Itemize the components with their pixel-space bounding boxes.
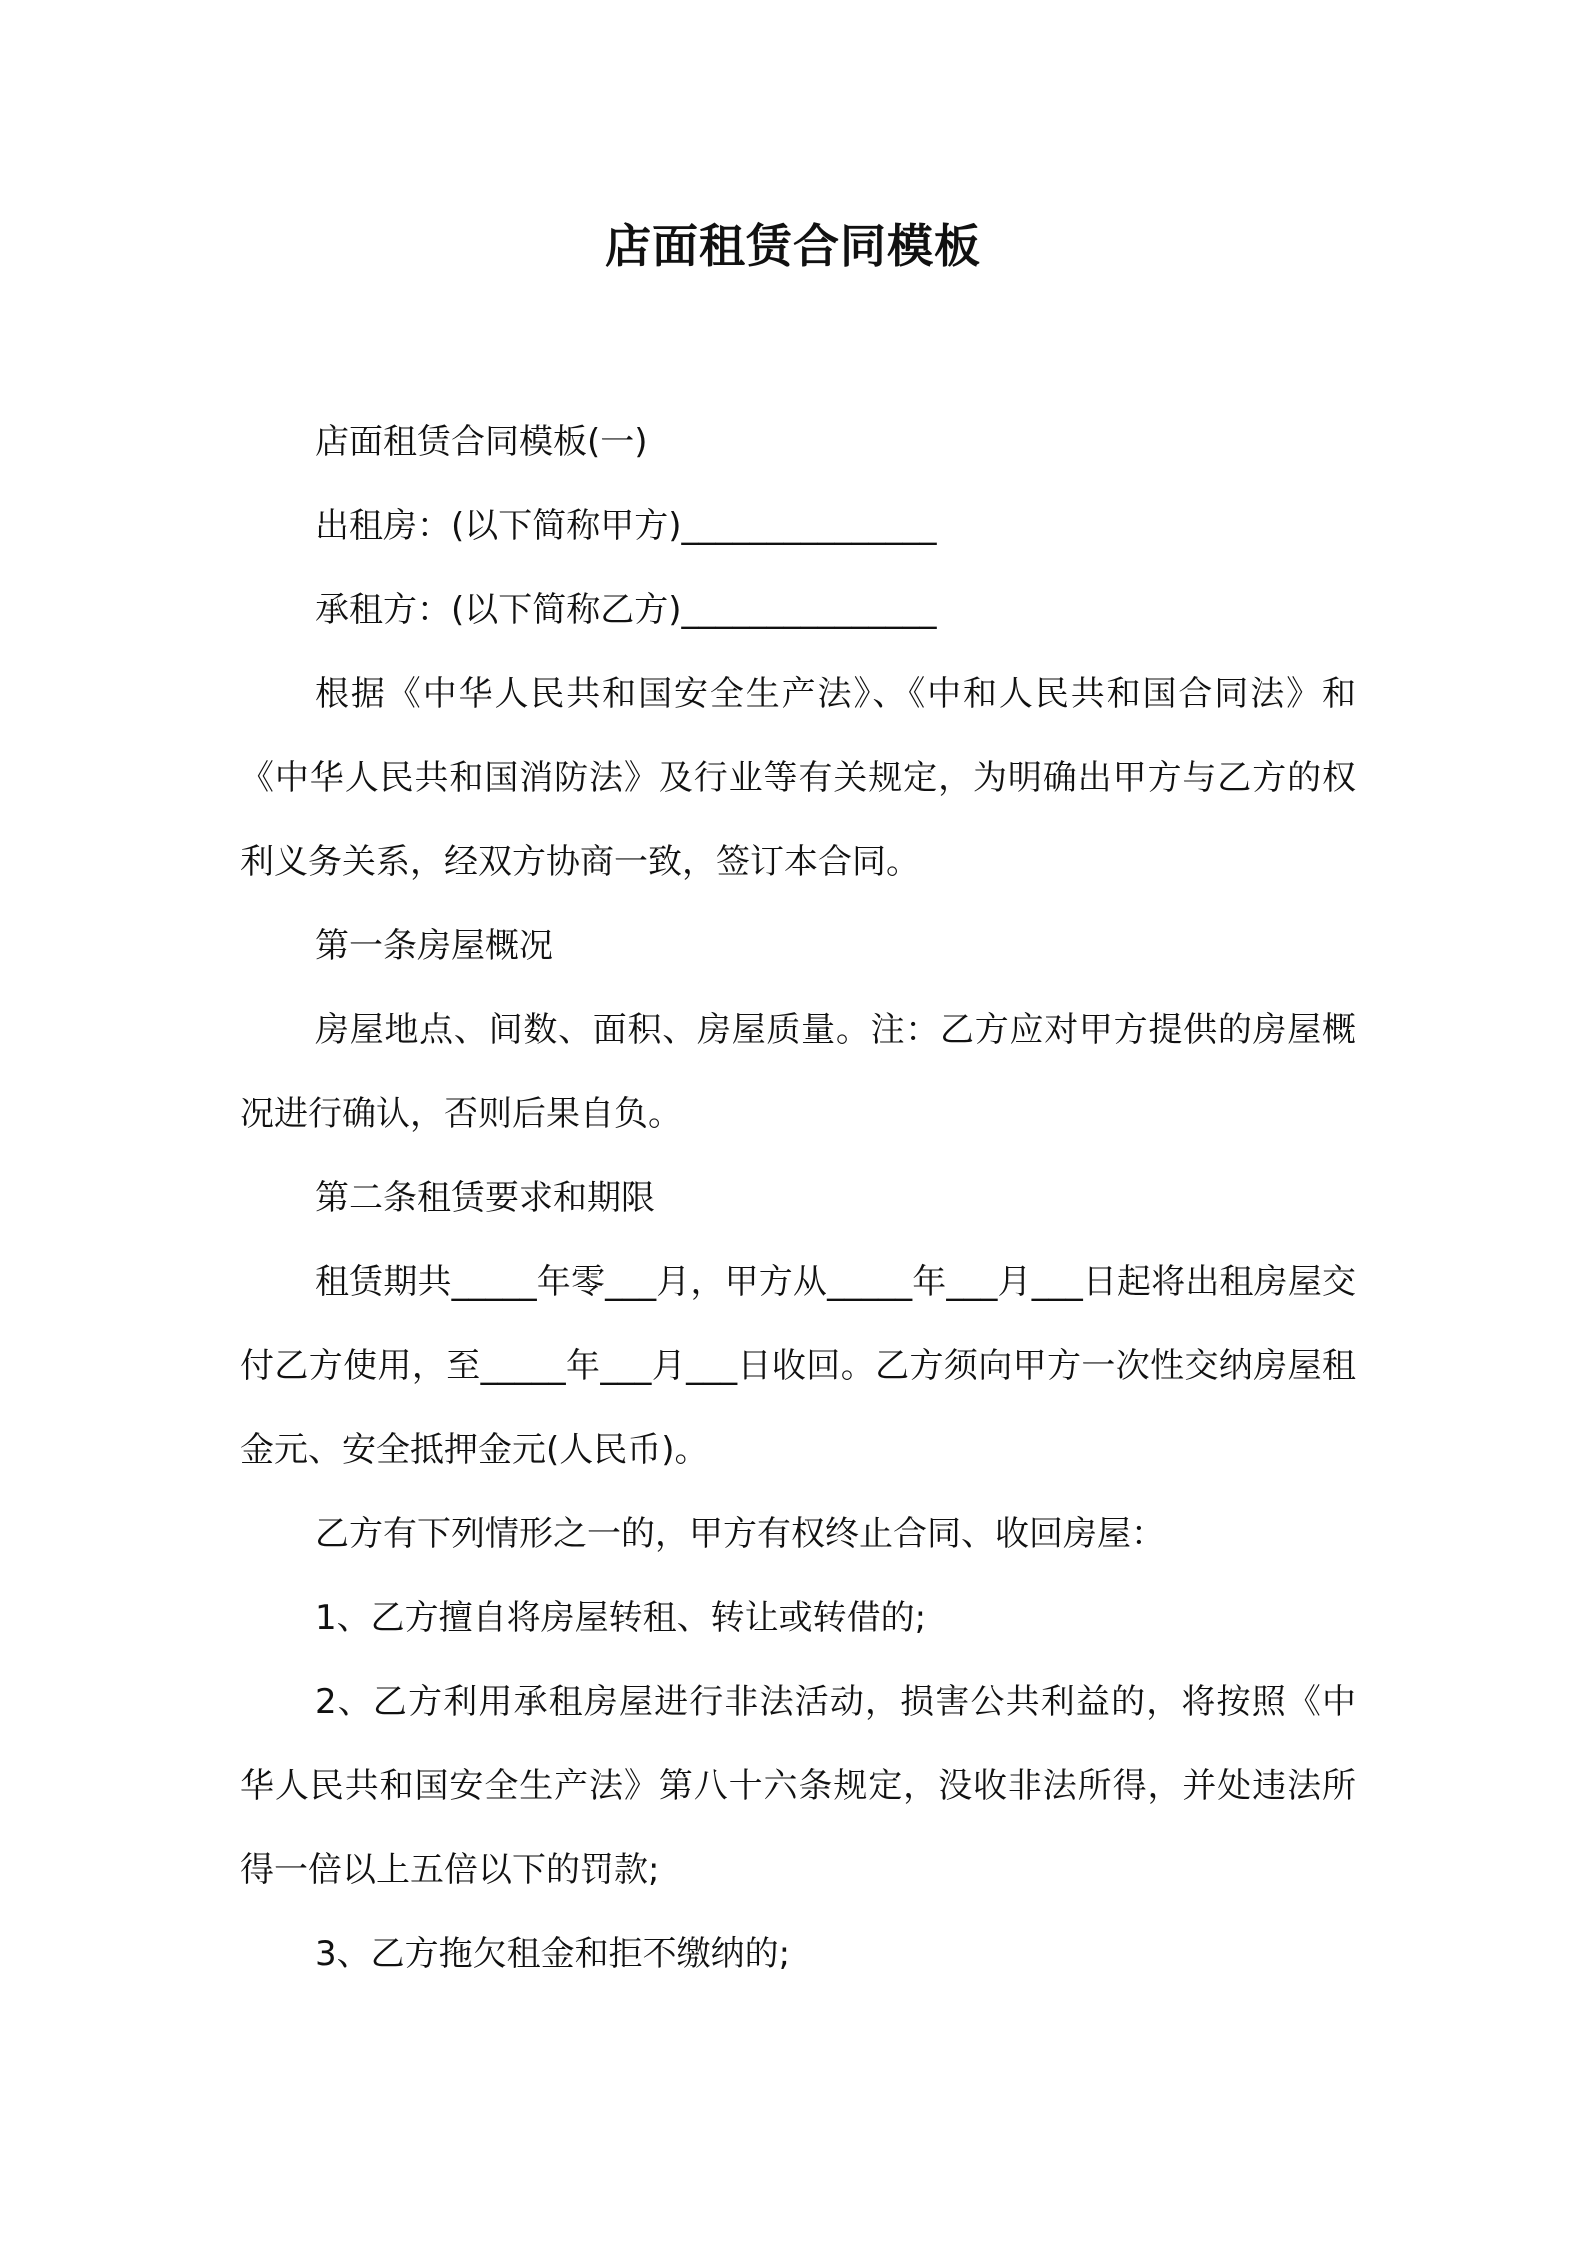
list-item-1: 1、乙方擅自将房屋转租、转让或转借的; (315, 1598, 927, 1638)
termination-intro: 乙方有下列情形之一的，甲方有权终止合同、收回房屋： (315, 1514, 1165, 1554)
preamble-paragraph: 根据《中华人民共和国安全生产法》、《中和人民共和国合同法》和《中华人民共和国消防法》及行业等有关规定，为明确出甲方与乙方的权利义务关系，经双方协商一致，签订本合同。 (240, 674, 1356, 882)
subtitle-paragraph: 店面租赁合同模板(一) (315, 422, 648, 462)
lessee-line: 承租方：(以下简称乙方)_______________ (315, 590, 937, 630)
lease-term-paragraph: 租赁期共_____年零___月，甲方从_____年___月___日起将出租房屋交付乙方使用，至_____年___月___日收回。乙方须向甲方一次性交纳房屋租金元、安全抵押金元(人民币)。 (240, 1262, 1356, 1470)
lessor-line: 出租房：(以下简称甲方)_______________ (315, 506, 937, 546)
document-title: 店面租赁合同模板 (605, 219, 981, 273)
article-1-body: 房屋地点、间数、面积、房屋质量。注：乙方应对甲方提供的房屋概况进行确认，否则后果自负。 (240, 1010, 1356, 1134)
list-item-2: 2、乙方利用承租房屋进行非法活动，损害公共利益的，将按照《中华人民共和国安全生产法》第八十六条规定，没收非法所得，并处违法所得一倍以上五倍以下的罚款; (240, 1682, 1356, 1890)
document-body (240, 400, 1356, 1996)
article-1-heading: 第一条房屋概况 (315, 926, 553, 966)
article-2-heading: 第二条租赁要求和期限 (315, 1178, 655, 1218)
list-item-3: 3、乙方拖欠租金和拒不缴纳的; (315, 1934, 791, 1974)
